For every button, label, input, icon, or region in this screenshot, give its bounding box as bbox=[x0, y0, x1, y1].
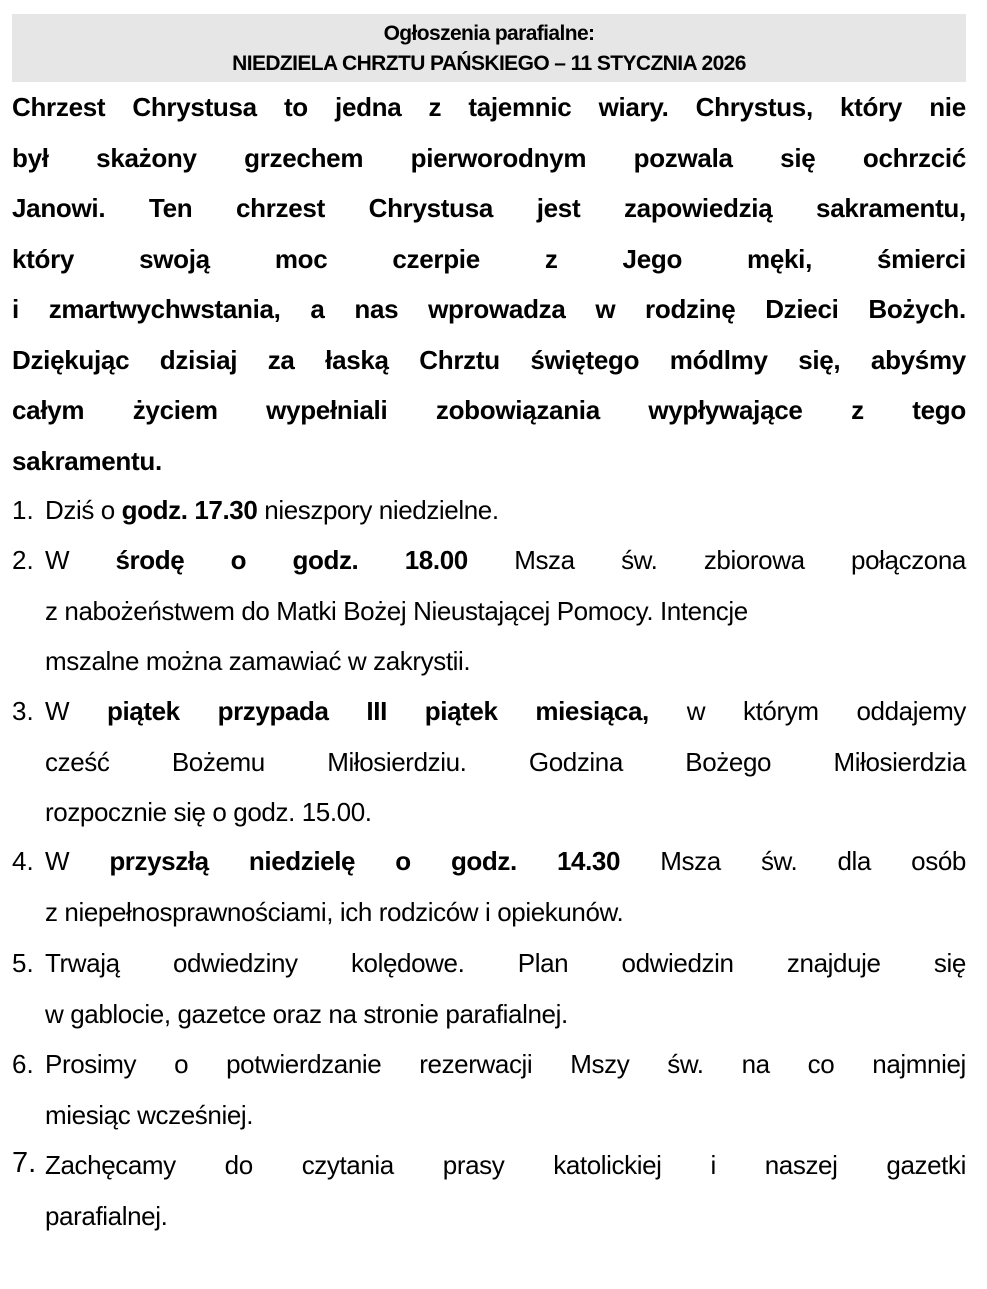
intro-word: Chrystusa bbox=[368, 193, 494, 223]
intro-word: Chrztu bbox=[419, 344, 500, 375]
text: nieszpory niedzielne. bbox=[257, 495, 499, 525]
intro-word: który bbox=[12, 243, 75, 274]
intro-line bbox=[12, 294, 966, 334]
intro-word: całym bbox=[12, 395, 85, 425]
intro-word: rodzinę bbox=[645, 294, 736, 324]
announcement-line bbox=[45, 846, 966, 877]
item-number: 3. bbox=[12, 696, 34, 726]
intro-word: jedna bbox=[335, 92, 402, 122]
intro-word: sakramentu, bbox=[816, 193, 966, 223]
intro-word: wypływające bbox=[648, 395, 803, 425]
intro-word: abyśmy bbox=[870, 344, 966, 375]
intro-line bbox=[12, 143, 966, 183]
text: z niepełnosprawnościami, ich rodziców i opiekunów. bbox=[45, 896, 624, 927]
intro-word: wprowadza bbox=[428, 294, 566, 324]
bold-text: godz. 17.30 bbox=[121, 495, 258, 525]
text: kolędowe. bbox=[350, 948, 465, 978]
item-number: 6. bbox=[12, 1049, 34, 1079]
bold-text: miesiąca, bbox=[535, 696, 649, 726]
intro-word: Dzieci bbox=[765, 294, 839, 324]
intro-line: sakramentu. bbox=[12, 445, 162, 476]
text: prasy bbox=[442, 1150, 505, 1180]
intro-word: śmierci bbox=[877, 243, 966, 274]
intro-word: świętego bbox=[530, 344, 640, 375]
intro-line bbox=[12, 345, 966, 385]
text: którym bbox=[742, 696, 819, 726]
text: odwiedziny bbox=[172, 948, 298, 978]
intro-word: się bbox=[780, 142, 816, 173]
text: Prosimy bbox=[45, 1049, 137, 1079]
text: Plan bbox=[517, 948, 569, 978]
intro-word: zapowiedzią bbox=[623, 193, 773, 223]
intro-word: grzechem bbox=[244, 142, 364, 173]
bold-text: przyszłą bbox=[109, 846, 209, 876]
bold-text: piątek bbox=[107, 696, 180, 726]
text: rozpocznie się o godz. 15.00. bbox=[45, 797, 372, 827]
announcement-line bbox=[45, 747, 966, 778]
item-number: 7. bbox=[12, 1147, 37, 1179]
intro-word: który bbox=[840, 92, 903, 122]
text: potwierdzanie bbox=[226, 1049, 382, 1079]
bold-text: 18.00 bbox=[404, 545, 468, 575]
announcement-line bbox=[45, 948, 966, 979]
text: Msza bbox=[660, 846, 721, 876]
intro-word: moc bbox=[274, 243, 328, 274]
intro-word: a bbox=[310, 294, 325, 324]
intro-word: pierworodnym bbox=[410, 142, 587, 173]
intro-word: w bbox=[595, 294, 616, 324]
text: naszej bbox=[764, 1150, 838, 1180]
intro-word: za bbox=[267, 344, 295, 375]
text: na bbox=[741, 1049, 770, 1079]
bold-text: środę bbox=[115, 545, 185, 575]
text: najmniej bbox=[872, 1049, 966, 1079]
intro-word: był bbox=[12, 142, 49, 173]
intro-word: chrzest bbox=[235, 193, 325, 223]
intro-word: Janowi. bbox=[12, 193, 106, 223]
announcement-line bbox=[45, 1150, 966, 1181]
text: parafialnej. bbox=[45, 1200, 168, 1231]
intro-line bbox=[12, 193, 966, 233]
text: gazetki bbox=[886, 1150, 966, 1180]
intro-word: Ten bbox=[148, 193, 193, 223]
bold-text: 14.30 bbox=[556, 846, 621, 876]
intro-word: módlmy bbox=[669, 344, 768, 375]
intro-word: Jego bbox=[622, 243, 683, 274]
bold-text: o bbox=[395, 846, 411, 876]
text: z nabożeństwem do Matki Bożej Nieustającej Pomocy. Intencje bbox=[45, 595, 748, 626]
announcement-line bbox=[45, 1201, 966, 1232]
item-number: 1. bbox=[12, 495, 34, 525]
header-subtitle: NIEDZIELA CHRZTU PAŃSKIEGO – 11 STYCZNIA 2026 bbox=[232, 52, 746, 75]
text: w gablocie, gazetce oraz na stronie parafialnej. bbox=[45, 998, 568, 1029]
text: miesiąc wcześniej. bbox=[45, 1099, 254, 1130]
item-number: 5. bbox=[12, 948, 34, 978]
text: W bbox=[45, 846, 70, 876]
bold-text: niedzielę bbox=[248, 846, 356, 876]
text: Dziś o bbox=[45, 495, 122, 525]
text: połączona bbox=[851, 545, 966, 575]
intro-word: skażony bbox=[96, 142, 197, 173]
intro-word: pozwala bbox=[633, 142, 733, 173]
announcement-line bbox=[45, 1100, 966, 1131]
intro-word: tego bbox=[912, 395, 966, 425]
text: oddajemy bbox=[856, 696, 966, 726]
intro-line bbox=[12, 92, 966, 132]
text: Godzina bbox=[528, 746, 623, 777]
intro-word: zobowiązania bbox=[435, 395, 600, 425]
item-number: 2. bbox=[12, 545, 34, 575]
intro-word: i bbox=[12, 294, 19, 324]
text: co bbox=[807, 1049, 835, 1079]
text: W bbox=[45, 545, 70, 575]
bold-text: piątek bbox=[424, 696, 498, 726]
text: Msza bbox=[514, 545, 575, 575]
text: katolickiej bbox=[553, 1150, 662, 1180]
intro-word: męki, bbox=[747, 243, 813, 274]
text: Bożemu bbox=[171, 746, 265, 777]
text: o bbox=[174, 1049, 189, 1079]
announcement-line bbox=[45, 999, 966, 1030]
intro-word: ochrzcić bbox=[862, 142, 966, 173]
intro-word: Dziękując bbox=[12, 344, 130, 375]
text: Miłosierdziu. bbox=[327, 746, 467, 777]
intro-word: z bbox=[428, 92, 442, 122]
text: się bbox=[933, 948, 966, 978]
text: w bbox=[686, 696, 706, 726]
intro-word: czerpie bbox=[392, 243, 480, 274]
bold-text: przypada bbox=[217, 696, 329, 726]
text: mszalne można zamawiać w zakrystii. bbox=[45, 646, 471, 676]
intro-word: Chrystus, bbox=[695, 92, 813, 122]
text: osób bbox=[911, 846, 966, 876]
announcement-line bbox=[45, 495, 966, 526]
intro-word: dzisiaj bbox=[159, 344, 238, 375]
intro-word: z bbox=[851, 395, 864, 425]
intro-word: nie bbox=[929, 92, 966, 122]
text: Bożego bbox=[685, 746, 772, 777]
announcement-line bbox=[45, 646, 966, 677]
announcement-line bbox=[45, 545, 966, 576]
text: rezerwacji bbox=[419, 1049, 533, 1079]
intro-word: Bożych. bbox=[868, 294, 966, 324]
text: św. bbox=[667, 1049, 704, 1079]
intro-word: Chrzest bbox=[12, 92, 106, 122]
intro-word: wypełniali bbox=[266, 395, 388, 425]
bold-text: III bbox=[366, 696, 387, 726]
text: czytania bbox=[301, 1150, 394, 1180]
text: Miłosierdzia bbox=[833, 746, 966, 777]
text: do bbox=[224, 1150, 253, 1180]
text: odwiedzin bbox=[621, 948, 734, 978]
intro-word: tajemnic bbox=[468, 92, 572, 122]
text: cześć bbox=[45, 746, 110, 777]
text: zbiorowa bbox=[703, 545, 805, 575]
intro-word: nas bbox=[354, 294, 399, 324]
intro-line bbox=[12, 395, 966, 435]
text: Mszy bbox=[570, 1049, 630, 1079]
bold-text: godz. bbox=[450, 846, 517, 876]
intro-word: łaską bbox=[325, 344, 389, 375]
text: W bbox=[45, 696, 70, 726]
text: i bbox=[710, 1150, 716, 1180]
intro-word: swoją bbox=[139, 243, 210, 274]
intro-word: życiem bbox=[132, 395, 218, 425]
intro-word: wiary. bbox=[598, 92, 669, 122]
intro-line bbox=[12, 244, 966, 284]
intro-word: Chrystusa bbox=[132, 92, 257, 122]
item-number: 4. bbox=[12, 846, 34, 876]
intro-word: się, bbox=[798, 344, 841, 375]
announcement-line bbox=[45, 797, 966, 828]
announcements-header bbox=[12, 14, 966, 82]
text: św. bbox=[760, 846, 798, 876]
text: Zachęcamy bbox=[45, 1150, 176, 1180]
text: znajduje bbox=[786, 948, 881, 978]
intro-word: jest bbox=[536, 193, 581, 223]
announcement-line bbox=[45, 1049, 966, 1080]
bold-text: godz. bbox=[292, 545, 359, 575]
intro-word: z bbox=[544, 243, 558, 274]
text: dla bbox=[837, 846, 871, 876]
announcement-line bbox=[45, 897, 966, 928]
announcement-line bbox=[45, 696, 966, 727]
header-title: Ogłoszenia parafialne: bbox=[383, 22, 595, 45]
intro-word: zmartwychwstania, bbox=[48, 294, 281, 324]
bold-text: o bbox=[230, 545, 247, 575]
text: św. bbox=[621, 545, 658, 575]
intro-word: to bbox=[283, 92, 308, 122]
text: Trwają bbox=[45, 948, 120, 978]
announcement-line bbox=[45, 596, 966, 627]
